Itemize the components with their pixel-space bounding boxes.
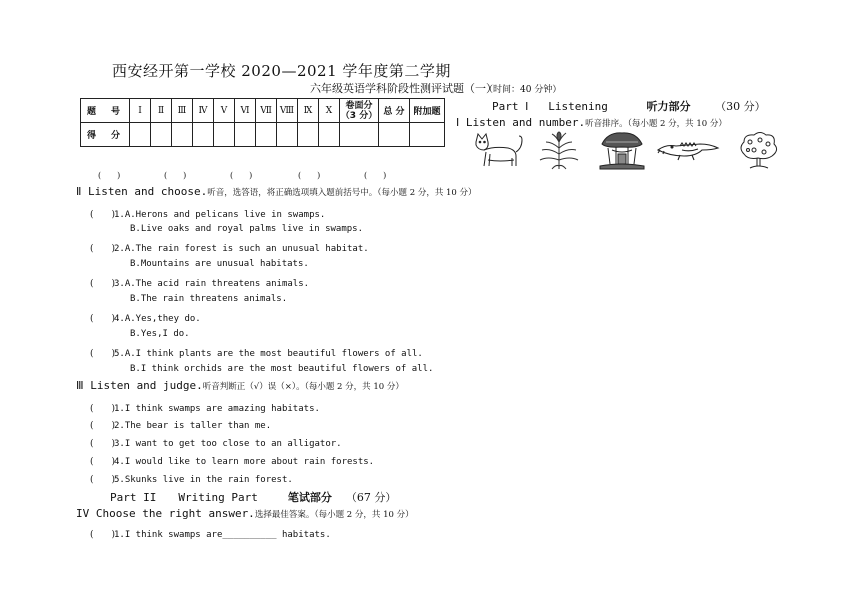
section1-title: Ⅰ Listen and number. (456, 116, 586, 129)
flowering-tree-picture-icon (736, 130, 780, 170)
score-label: 得 分 (81, 123, 130, 147)
score-cell (340, 123, 379, 147)
list-item (90, 472, 293, 485)
score-table-header-row (81, 99, 445, 123)
total-score-label: 总 分 (379, 99, 410, 123)
part1-label: Part Ⅰ (492, 100, 529, 113)
list-item (90, 311, 201, 324)
roman-numeral-cell: Ⅵ (235, 99, 256, 123)
list-item (90, 241, 369, 254)
roman-numeral-cell: Ⅱ (151, 99, 172, 123)
score-cell (256, 123, 277, 147)
option-text: 3.A.The acid rain threatens animals. (114, 279, 310, 289)
score-table (80, 98, 445, 147)
option-text: B.Live oaks and royal palms live in swamps. (130, 224, 363, 234)
list-item (130, 224, 363, 234)
list-item (130, 259, 309, 269)
score-cell (151, 123, 172, 147)
part1-points: （30 分） (715, 100, 766, 113)
cat-picture-icon (470, 130, 526, 170)
answer-paren[interactable]: ( ) (90, 404, 116, 414)
list-item (90, 527, 331, 540)
roman-numeral-cell: Ⅶ (256, 99, 277, 123)
list-item (90, 436, 342, 449)
presentation-score-label (340, 99, 379, 123)
roman-numeral-cell: Ⅰ (130, 99, 151, 123)
roman-numeral-cell: Ⅳ (193, 99, 214, 123)
exam-time: （时间：40 分钟） (484, 85, 562, 95)
score-cell (298, 123, 319, 147)
answer-paren[interactable]: ( ) (90, 457, 116, 467)
answer-paren[interactable]: ( ) (90, 210, 116, 220)
list-item (130, 294, 287, 304)
list-item (90, 346, 423, 359)
presentation-score-title: 卷面分 (345, 100, 373, 111)
score-table-score-row (81, 123, 445, 147)
score-cell (214, 123, 235, 147)
section3-heading (76, 379, 404, 392)
answer-paren[interactable]: ( ) (90, 349, 116, 359)
statement-text: 2.The bear is taller than me. (114, 421, 272, 431)
section4-heading (76, 507, 414, 520)
option-text: 4.A.Yes,they do. (114, 314, 201, 324)
answer-blank[interactable]: ( ) (98, 171, 121, 180)
section2-heading (76, 185, 477, 198)
question-number-label: 题 号 (81, 99, 130, 123)
score-cell (277, 123, 298, 147)
option-text: 2.A.The rain forest is such an unusual habitat. (114, 244, 369, 254)
school-title: 西安经开第一学校 2020—2021 学年度第二学期 (112, 62, 451, 80)
option-text: 5.A.I think plants are the most beautiful flowers of all. (114, 349, 423, 359)
roman-numeral-cell: Ⅲ (172, 99, 193, 123)
list-item (90, 418, 271, 431)
part2-name: Writing Part (178, 491, 258, 504)
roman-numeral-cell: Ⅴ (214, 99, 235, 123)
roman-numeral-cell: Ⅸ (298, 99, 319, 123)
section3-note: 听音判断正（√）误（×）。（每小题 2 分，共 10 分） (202, 382, 404, 392)
rain-forest-picture-icon (598, 130, 646, 170)
presentation-score-points: （3 分） (340, 110, 378, 121)
section1-heading (456, 116, 727, 129)
score-cell (130, 123, 151, 147)
answer-paren[interactable]: ( ) (90, 279, 116, 289)
score-cell (410, 123, 445, 147)
option-text: B.I think orchids are the most beautiful flowers of all. (130, 364, 434, 374)
statement-text: 3.I want to get too close to an alligator. (114, 439, 342, 449)
answer-blank[interactable]: ( ) (230, 171, 253, 180)
answer-paren[interactable]: ( ) (90, 475, 116, 485)
alligator-picture-icon (656, 130, 720, 170)
answer-blank[interactable]: ( ) (164, 171, 187, 180)
part1-heading (492, 98, 766, 114)
part2-heading (110, 489, 396, 505)
option-text: B.Yes,I do. (130, 329, 190, 339)
score-cell (379, 123, 410, 147)
section2-title: Ⅱ Listen and choose. (76, 185, 208, 198)
answer-paren[interactable]: ( ) (90, 314, 116, 324)
score-cell (172, 123, 193, 147)
extra-question-label: 附加题 (410, 99, 445, 123)
option-text: B.The rain threatens animals. (130, 294, 288, 304)
part2-points: （67 分） (345, 491, 397, 504)
roman-numeral-cell: Ⅹ (319, 99, 340, 123)
list-item (90, 401, 320, 414)
option-text: 1.A.Herons and pelicans live in swamps. (114, 210, 326, 220)
score-cell (319, 123, 340, 147)
answer-paren[interactable]: ( ) (90, 421, 116, 431)
question-text: 1.I think swamps are__________ habitats. (114, 530, 331, 540)
list-item (90, 207, 325, 220)
score-cell (193, 123, 214, 147)
answer-paren[interactable]: ( ) (90, 244, 116, 254)
section2-note: 听音，选答语，将正确选项填入题前括号中。（每小题 2 分，共 10 分） (207, 188, 477, 198)
score-cell (235, 123, 256, 147)
exam-subtitle: 六年级英语学科阶段性测评试题（一） (310, 82, 497, 95)
list-item (130, 329, 190, 339)
list-item (90, 276, 309, 289)
list-item (90, 454, 374, 467)
roman-numeral-cell: Ⅷ (277, 99, 298, 123)
statement-text: 1.I think swamps are amazing habitats. (114, 404, 320, 414)
option-text: B.Mountains are unusual habitats. (130, 259, 309, 269)
answer-paren[interactable]: ( ) (90, 530, 116, 540)
section4-note: 选择最佳答案。（每小题 2 分，共 10 分） (254, 510, 414, 520)
list-item (130, 364, 433, 374)
answer-paren[interactable]: ( ) (90, 439, 116, 449)
answer-blank[interactable]: ( ) (364, 171, 387, 180)
part2-label: Part II (110, 491, 157, 504)
part2-cn-name: 笔试部分 (287, 491, 332, 504)
part1-cn-name: 听力部分 (646, 100, 691, 113)
section3-title: Ⅲ Listen and judge. (76, 379, 203, 392)
part1-name: Listening (548, 100, 608, 113)
section1-note: 听音排序。（每小题 2 分，共 10 分） (585, 119, 727, 129)
answer-blank[interactable]: ( ) (298, 171, 321, 180)
section4-title: IV Choose the right answer. (76, 507, 255, 520)
statement-text: 4.I would like to learn more about rain forests. (114, 457, 375, 467)
plant-picture-icon (538, 130, 580, 170)
statement-text: 5.Skunks live in the rain forest. (114, 475, 293, 485)
